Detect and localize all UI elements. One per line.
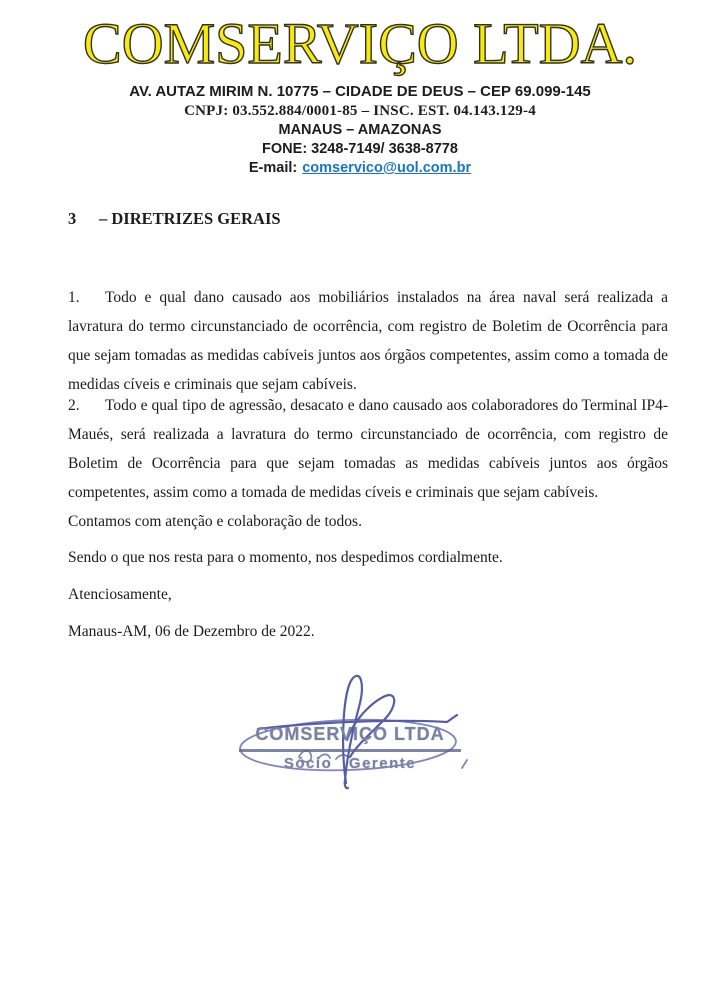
closing-line-4: Manaus-AM, 06 de Dezembro de 2022. [68,623,315,640]
paragraph-2-number: 2. [68,397,80,414]
phone-line: FONE: 3248-7149/ 3638-8778 [262,141,458,157]
email-link[interactable]: comservico@uol.com.br [302,160,472,176]
closing-line-3: Atenciosamente, [68,586,172,603]
company-logo-text: COMSERVIÇO LTDA. [83,11,637,76]
email-line [0,160,720,176]
email-label: E-mail: [248,160,298,176]
section-number: 3 [68,209,77,228]
paragraph-2 [68,391,668,507]
stamp-role-title: Sócio Gerente [283,755,417,772]
stamp-company-name: COMSERVIÇO LTDA [255,724,445,744]
paragraph-1 [68,283,668,399]
paragraph-1-number: 1. [68,289,80,306]
closing-line-1: Contamos com atenção e colaboração de todos. [68,513,362,530]
city-line: MANAUS – AMAZONAS [278,122,442,138]
stamp-divider-line [239,749,461,752]
closing-line-2: Sendo o que nos resta para o momento, nos despedimos cordialmente. [68,549,503,566]
company-stamp [235,724,465,772]
registration-line: CNPJ: 03.552.884/0001-85 – INSC. EST. 04.143.129-4 [184,103,536,119]
section-title: – DIRETRIZES GERAIS [99,209,281,228]
section-heading [68,209,668,229]
paragraph-2-text: Todo e qual tipo de agressão, desacato e dano causado aos colaboradores do Terminal IP4-Maués, será realizada a lavratura do termo circunstanciado de ocorrência, com registro de Boletim de Ocorrência para que sejam tomadas as medidas cabíveis juntos aos órgãos competentes, assim como a tomada de medidas cíveis e criminais que sejam cabíveis. [68,397,668,501]
handwritten-signature [195,645,525,795]
address-line: AV. AUTAZ MIRIM N. 10775 – CIDADE DE DEUS – CEP 69.099-145 [129,83,591,100]
paragraph-1-text: Todo e qual dano causado aos mobiliários instalados na área naval será realizada a lavratura do termo circunstanciado de ocorrência, com registro de Boletim de Ocorrência para que sejam tomadas as medidas cabíveis juntos aos órgãos competentes, assim como a tomada de medidas cíveis e criminais que sejam cabíveis. [68,289,668,393]
signature-block [195,645,525,795]
